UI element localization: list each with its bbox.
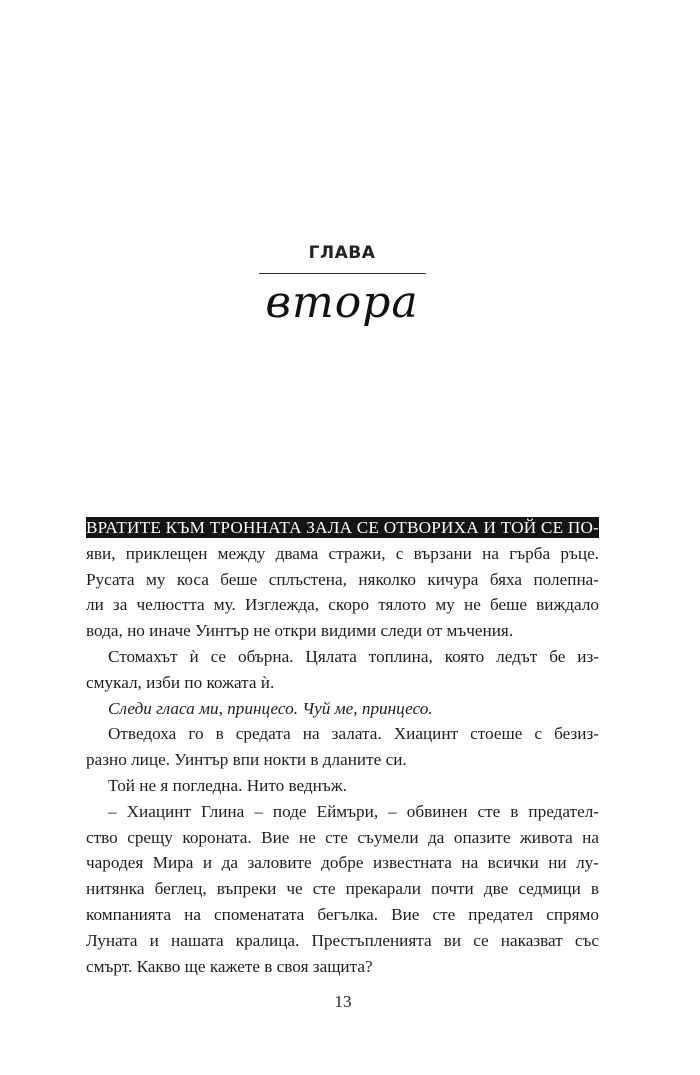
text-line: – Хиацинт Глина – поде Еймъри, – обвинен сте в предател-	[108, 801, 599, 821]
page-number: 13	[334, 992, 352, 1011]
text-line: Той не я погледна. Нито веднъж.	[108, 775, 347, 795]
text-line-italic: Следи гласа ми, принцесо. Чуй ме, принцесо.	[108, 698, 433, 718]
text-line: нитянка беглец, въпреки че сте прекарали почти две седмици в	[86, 879, 599, 899]
text-line: Луната и нашата кралица. Престъпленията ви се наказват със	[86, 930, 599, 950]
text-line: разно лице. Уинтър впи нокти в дланите си.	[86, 750, 407, 770]
text-line	[86, 515, 599, 541]
text-line: ли за челюстта му. Изглежда, скоро тялото му не беше виждало	[86, 595, 599, 615]
text-line: Русата му коса беше сплъстена, няколко кичура бяха полепна-	[86, 569, 599, 589]
text-line: смукал, изби по кожата ѝ.	[86, 672, 275, 692]
chapter-number: втора	[265, 277, 419, 328]
text-line: Стомахът ѝ се обърна. Цялата топлина, която ледът бе из-	[108, 646, 599, 666]
chapter-label: ГЛАВА	[308, 243, 376, 263]
text-line: ство срещу короната. Вие не сте съумели да опазите живота на	[86, 827, 599, 847]
text-line: яви, приклещен между двама стражи, с вързани на гърба ръце.	[86, 543, 599, 563]
text-line: компанията на споменатата бегълка. Вие сте предател спрямо	[86, 904, 599, 924]
chapter-divider	[259, 273, 426, 274]
text-line: Отведоха го в средата на залата. Хиацинт стоеше с безиз-	[108, 724, 599, 744]
opening-caps-highlight: ВРАТИТЕ КЪМ ТРОННАТА ЗАЛА СЕ ОТВОРИХА И ТОЙ СЕ ПО-	[86, 518, 599, 537]
text-line: чародея Мира и да заловите добре известната на всички ни лу-	[86, 853, 599, 873]
chapter-body-text	[86, 515, 599, 979]
text-line: смърт. Какво ще кажете в своя защита?	[86, 956, 373, 976]
text-line: вода, но иначе Уинтър не откри видими следи от мъчения.	[86, 621, 514, 641]
